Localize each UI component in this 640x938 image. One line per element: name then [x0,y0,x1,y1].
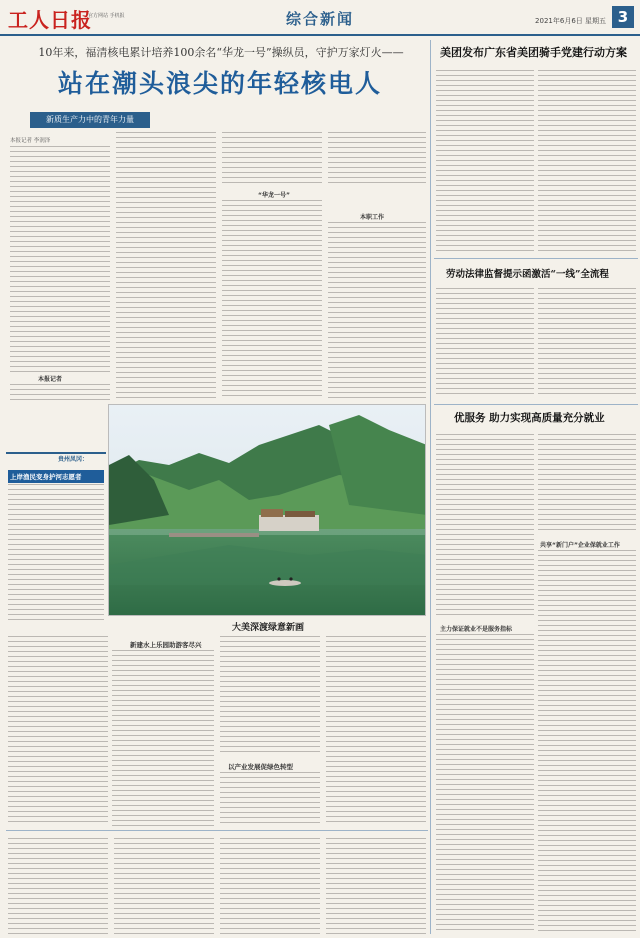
right1-col-b [538,70,636,252]
lower-body-col-4 [326,636,426,826]
lead-subhead-1: 本报记者 [38,376,63,383]
lead-body-col-3a [222,132,322,186]
lead-body-col-4a [328,132,426,186]
lead-body-col-4b [328,222,426,400]
lead-subhead-3: 本职工作 [360,214,385,221]
lead-body-col-1b [10,384,110,404]
right1-col-a [436,70,534,252]
bottom-col-2 [114,838,214,934]
side-story-place: 贵州凤冈： [58,456,89,463]
newspaper-logo: 工人日报 [8,8,92,32]
right-divider-2 [434,404,638,405]
right2-col-b [538,288,636,398]
issue-date: 2021年6月6日 星期五 [535,17,606,25]
right-headline-2: 劳动法律监督提示函激活“一线”全流程 [446,269,609,280]
lead-body-col-1 [10,146,110,372]
lower-subhead-b: 以产业发展促绿色转型 [228,763,293,771]
lead-headline: 站在潮头浪尖的年轻核电人 [57,69,382,98]
bottom-col-3 [220,838,320,934]
side-story-title: 上岸渔民变身护河志愿者 [8,470,104,483]
masthead [0,0,640,36]
right-divider-1 [434,258,638,259]
bottom-col-1 [8,838,108,934]
lower-body-col-3b [220,772,320,826]
side-story-body [8,484,104,624]
right3-col-a2 [436,634,534,934]
right3-col-a [436,434,534,618]
right-headline-3: 优服务 助力实现高质量充分就业 [454,412,605,424]
right-headline-1: 美团发布广东省美团骑手党建行动方案 [440,46,627,59]
lower-body-col-2 [112,650,214,826]
lower-body-col-3a [220,636,320,756]
lower-subhead-a: 新建水上乐园助游客尽兴 [130,641,202,649]
page-number-badge: 3 [612,6,634,28]
lead-kicker: 10年来，福清核电累计培养100余名“华龙一号”操纵员，守护万家灯火—— [38,46,404,59]
photo-caption: 大美深渡绿意新画 [231,623,304,633]
lead-body-col-2 [116,132,216,400]
divider-bottom [6,830,428,831]
lower-body-col-1 [8,636,108,824]
column-divider [430,40,431,934]
right-small-head-1: 主力保证就业不是服务指标 [440,626,513,633]
logo-subtitle: 官方网站 手机报 [88,13,125,19]
lead-subhead-2: “华龙一号” [258,192,290,199]
right-small-head-2: 共享“新门户”企业保就业工作 [540,542,620,549]
river-mountain-image [109,405,426,616]
bottom-col-4 [326,838,426,934]
right3-col-b2 [538,550,636,934]
lead-body-col-3b [222,200,322,400]
section-title: 综合新闻 [285,10,354,28]
lead-tag-box: 新质生产力中的青年力量 [30,112,150,128]
landscape-photo [108,404,426,616]
lead-byline: 本报记者 李润泽 [10,138,51,144]
right2-col-a [436,288,534,398]
right3-col-b [538,434,636,534]
